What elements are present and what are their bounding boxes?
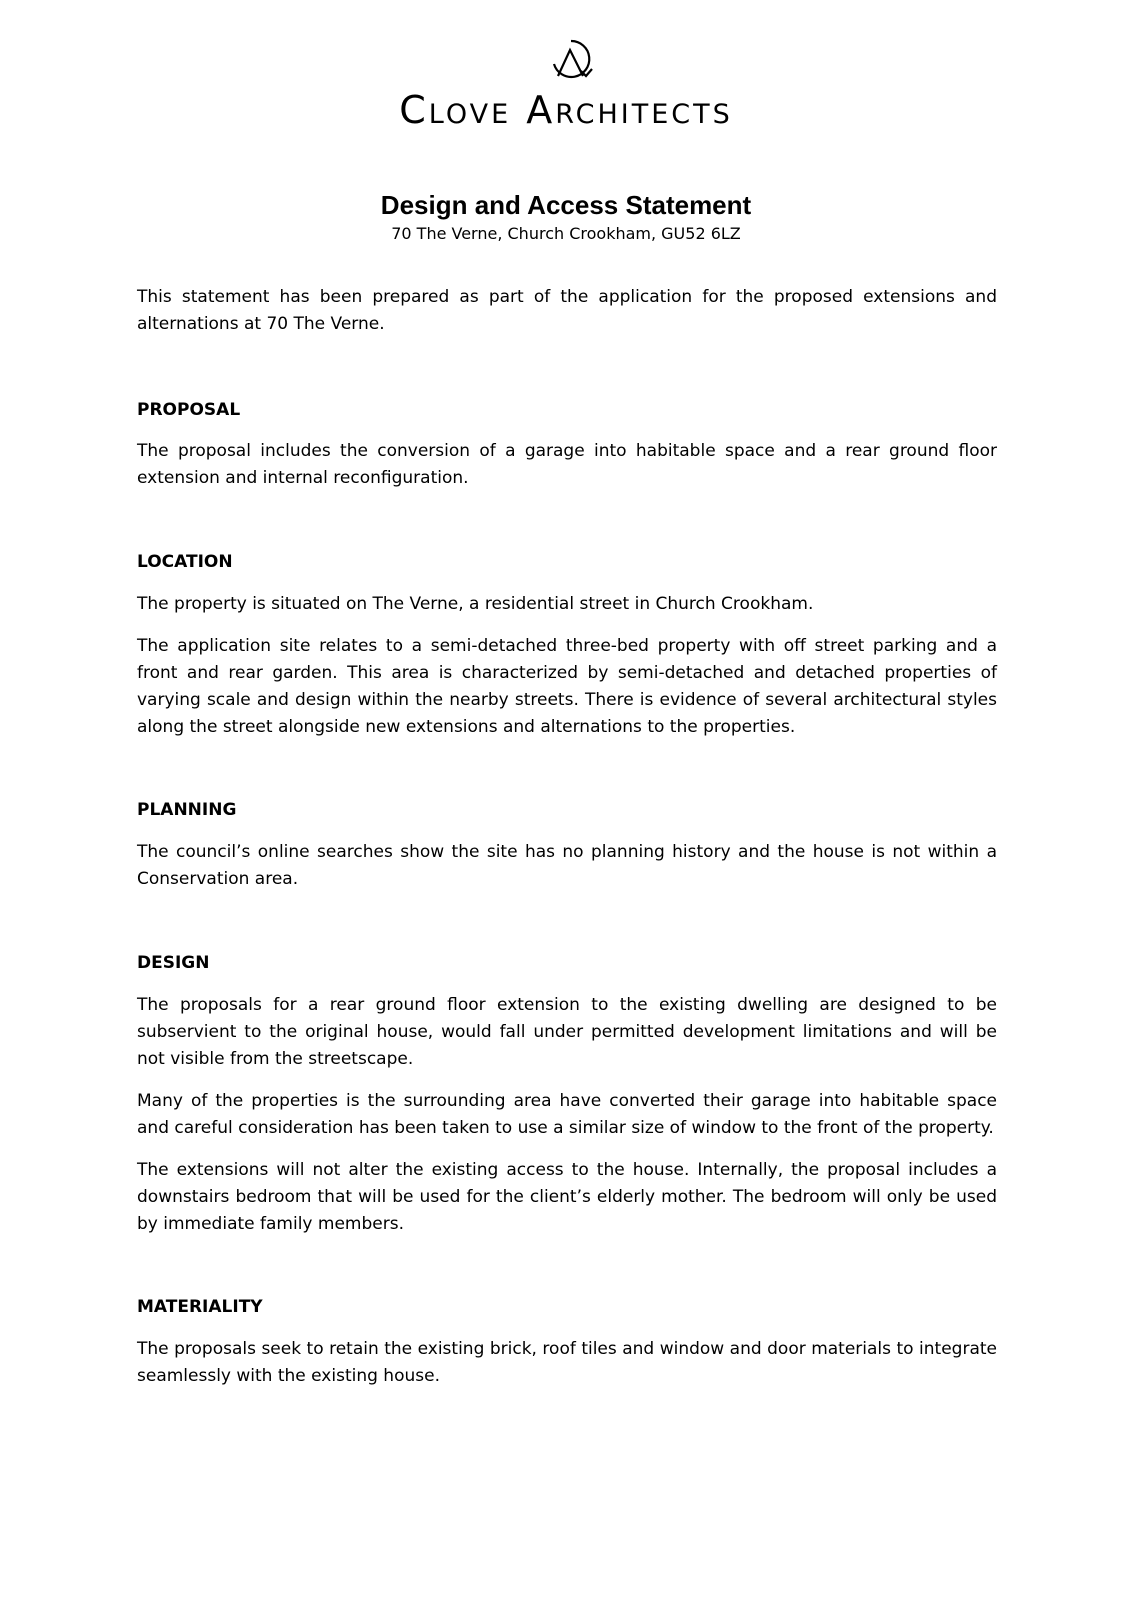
document-title: Design and Access Statement bbox=[380, 190, 752, 220]
design-paragraph: Many of the properties is the surrounding area have converted their garage into habitable space and careful consideration has been taken to use a similar size of window to the front of the property. bbox=[137, 1091, 997, 1138]
planning-paragraph: The council’s online searches show the site has no planning history and the house is not within a Conservation area. bbox=[137, 842, 997, 889]
section-heading-design: DESIGN bbox=[137, 953, 210, 973]
location-paragraph: The application site relates to a semi-detached three-bed property with off street parking and a front and rear garden. This area is characterized by semi-detached and detached properties of varying scale and design within the nearby streets. There is evidence of several architectural styles along the street alongside new extensions and alternations to the properties. bbox=[137, 636, 997, 737]
section-heading-planning: PLANNING bbox=[137, 800, 237, 820]
clove-monogram-icon bbox=[548, 36, 594, 82]
design-paragraph: The extensions will not alter the existing access to the house. Internally, the proposal includes a downstairs bedroom that will be used for the client’s elderly mother. The bedroom will only be used by immediate family members. bbox=[137, 1160, 997, 1234]
proposal-paragraph: The proposal includes the conversion of a garage into habitable space and a rear ground floor extension and internal reconfiguration. bbox=[137, 441, 997, 488]
section-heading-materiality: MATERIALITY bbox=[137, 1297, 263, 1317]
location-paragraph: The property is situated on The Verne, a residential street in Church Crookham. bbox=[137, 594, 814, 614]
design-paragraph: The proposals for a rear ground floor extension to the existing dwelling are designed to be subservient to the original house, would fall under permitted development limitations and will be not visible from the streetscape. bbox=[137, 995, 997, 1069]
intro-paragraph: This statement has been prepared as part of the application for the proposed extensions and alternations at 70 The Verne. bbox=[137, 287, 997, 334]
materiality-paragraph: The proposals seek to retain the existing brick, roof tiles and window and door materials to integrate seamlessly with the existing house. bbox=[137, 1339, 997, 1386]
brand-name: Clove Architects bbox=[399, 88, 733, 132]
section-heading-proposal: PROPOSAL bbox=[137, 400, 241, 420]
section-heading-location: LOCATION bbox=[137, 552, 233, 572]
document-address: 70 The Verne, Church Crookham, GU52 6LZ bbox=[391, 224, 741, 243]
